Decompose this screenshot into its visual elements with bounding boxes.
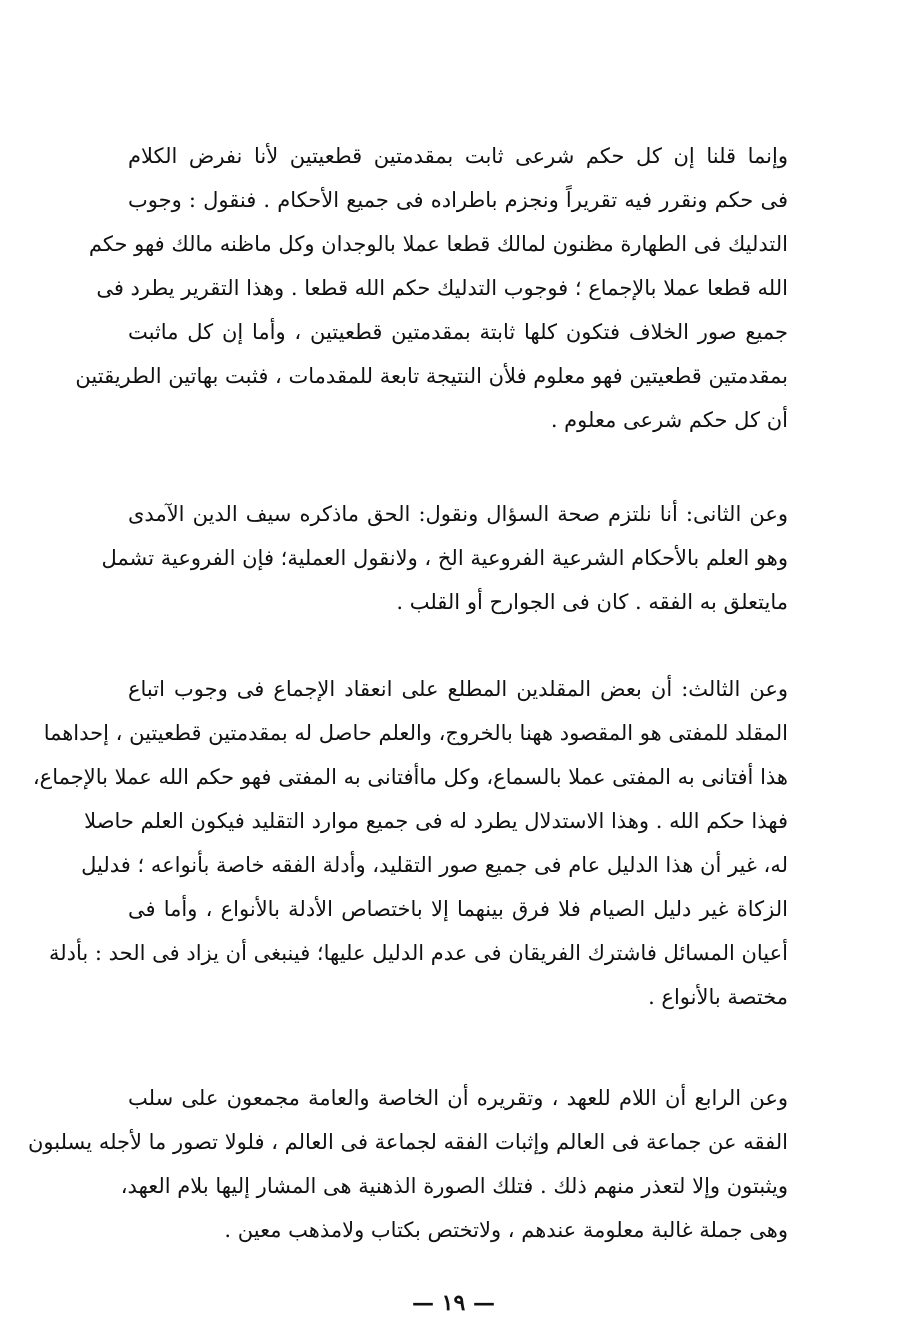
paragraph-line: التدليك فى الطهارة مظنون لمالك قطعا عملا بالوجدان وكل ماظنه مالك فهو حكم (88, 232, 788, 256)
paragraph-line: مختصة بالأنواع . (648, 985, 788, 1009)
paragraph-line: فهذا حكم الله . وهذا الاستدلال يطرد له فى جميع موارد التقليد فيكون العلم حاصلا (84, 809, 788, 833)
paragraph-1 (75, 134, 788, 442)
paragraph-line: وعن الثالث: أن بعض المقلدين المطلع على انعقاد الإجماع فى وجوب اتباع (128, 677, 788, 701)
paragraph-line: جميع صور الخلاف فتكون كلها ثابتة بمقدمتين قطعيتين ، وأما إن كل ماثبت (128, 320, 788, 344)
paragraph-line: ويثبتون وإلا لتعذر منهم ذلك . فتلك الصورة الذهنية هى المشار إليها بلام العهد، (120, 1174, 788, 1198)
paragraph-line: له، غير أن هذا الدليل عام فى جميع صور التقليد، وأدلة الفقه خاصة بأنواعه ؛ فدليل (81, 853, 788, 877)
paragraph-4 (28, 1076, 788, 1252)
paragraph-line: هذا أفتانى به المفتى عملا بالسماع، وكل ماأفتانى به المفتى فهو حكم الله عملا بالإجماع، (32, 765, 788, 789)
page-number: — ١٩ — (412, 1290, 495, 1316)
paragraph-line: الزكاة غير دليل الصيام فلا فرق بينهما إلا باختصاص الأدلة بالأنواع ، وأما فى (128, 897, 788, 921)
paragraph-2 (101, 492, 788, 624)
paragraph-line: وعن الرابع أن اللام للعهد ، وتقريره أن الخاصة والعامة مجمعون على سلب (128, 1086, 788, 1110)
paragraph-line: فى حكم ونقرر فيه تقريراً ونجزم باطراده فى جميع الأحكام . فنقول : وجوب (128, 188, 788, 212)
paragraph-line: الله قطعا عملا بالإجماع ؛ فوجوب التدليك حكم الله قطعا . وهذا التقرير يطرد فى (96, 276, 788, 300)
paragraph-line: وهى جملة غالبة معلومة عندهم ، ولاتختص بكتاب ولامذهب معين . (224, 1218, 788, 1242)
paragraph-line: أن كل حكم شرعى معلوم . (550, 408, 788, 432)
paragraph-line: مايتعلق به الفقه . كان فى الجوارح أو القلب . (396, 590, 788, 614)
paragraph-line: المقلد للمفتى هو المقصود ههنا بالخروج، والعلم حاصل له بمقدمتين قطعيتين ، إحداهما (43, 721, 788, 745)
paragraph-line: بمقدمتين قطعيتين فهو معلوم فلأن النتيجة تابعة للمقدمات ، فثبت بهاتين الطريقتين (75, 364, 788, 388)
paragraph-line: الفقه عن جماعة فى العالم وإثبات الفقه لجماعة فى العالم ، فلولا تصور ما لأجله يسلبون (28, 1130, 788, 1154)
paragraph-line: وهو العلم بالأحكام الشرعية الفروعية الخ ، ولانقول العملية؛ فإن الفروعية تشمل (101, 546, 788, 570)
paragraph-3 (32, 667, 788, 1019)
paragraph-line: أعيان المسائل فاشترك الفريقان فى عدم الدليل عليها؛ فينبغى أن يزاد فى الحد : بأدلة (48, 941, 788, 965)
paragraph-line: وإنما قلنا إن كل حكم شرعى ثابت بمقدمتين قطعيتين لأنا نفرض الكلام (128, 144, 788, 168)
paragraph-line: وعن الثانى: أنا نلتزم صحة السؤال ونقول: الحق ماذكره سيف الدين الآمدى (128, 502, 788, 526)
